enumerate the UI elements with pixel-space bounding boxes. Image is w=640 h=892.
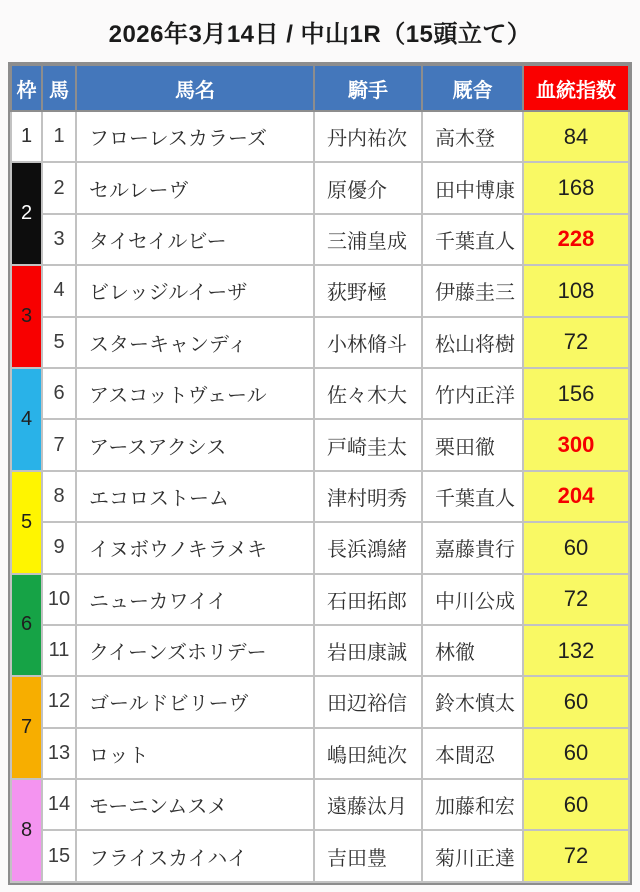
blood-index-cell (523, 676, 629, 727)
horse-row (11, 111, 629, 162)
stable-cell: 栗田徹 (422, 419, 523, 470)
blood-index-cell (523, 728, 629, 779)
col-header-jockey: 騎手 (314, 65, 422, 111)
horse-number-cell: 12 (42, 676, 76, 727)
horse-name-cell: クイーンズホリデー (76, 625, 314, 676)
frame-number-cell: 2 (11, 162, 42, 265)
horse-name-cell: フライスカイハイ (76, 830, 314, 882)
stable-cell: 本間忍 (422, 728, 523, 779)
horse-row (11, 317, 629, 368)
horse-name-cell: ビレッジルイーザ (76, 265, 314, 316)
stable-cell: 林徹 (422, 625, 523, 676)
stable-cell: 菊川正達 (422, 830, 523, 882)
blood-index-cell (523, 368, 629, 419)
horse-number-cell: 4 (42, 265, 76, 316)
blood-index-value: 300 (557, 432, 595, 458)
col-header-name: 馬名 (76, 65, 314, 111)
horse-row (11, 214, 629, 265)
horse-row (11, 162, 629, 213)
blood-index-cell (523, 162, 629, 213)
jockey-cell: 三浦皇成 (314, 214, 422, 265)
stable-cell: 加藤和宏 (422, 779, 523, 830)
horse-name-cell: エコロストーム (76, 471, 314, 522)
col-header-horse: 馬 (42, 65, 76, 111)
blood-index-value: 72 (563, 329, 589, 355)
jockey-cell: 佐々木大 (314, 368, 422, 419)
horse-number-cell: 1 (42, 111, 76, 162)
jockey-cell: 岩田康誠 (314, 625, 422, 676)
blood-index-cell (523, 625, 629, 676)
stable-cell: 千葉直人 (422, 471, 523, 522)
jockey-cell: 戸崎圭太 (314, 419, 422, 470)
stable-cell: 鈴木慎太 (422, 676, 523, 727)
jockey-cell: 田辺裕信 (314, 676, 422, 727)
horse-number-cell: 13 (42, 728, 76, 779)
horse-row (11, 471, 629, 522)
blood-index-value: 84 (563, 123, 589, 149)
horse-name-cell: タイセイルビー (76, 214, 314, 265)
horse-row (11, 419, 629, 470)
jockey-cell: 嶋田純次 (314, 728, 422, 779)
horse-number-cell: 8 (42, 471, 76, 522)
blood-index-value: 156 (557, 380, 595, 406)
blood-index-value: 168 (557, 175, 595, 201)
horse-name-cell: イヌボウノキラメキ (76, 522, 314, 573)
horse-row (11, 830, 629, 882)
frame-number-cell: 6 (11, 574, 42, 677)
blood-index-value: 204 (557, 483, 595, 509)
stable-cell: 竹内正洋 (422, 368, 523, 419)
blood-index-cell (523, 111, 629, 162)
col-header-frame: 枠 (11, 65, 42, 111)
jockey-cell: 原優介 (314, 162, 422, 213)
jockey-cell: 長浜鴻緒 (314, 522, 422, 573)
horse-row (11, 265, 629, 316)
blood-index-cell (523, 419, 629, 470)
horse-row (11, 728, 629, 779)
jockey-cell: 丹内祐次 (314, 111, 422, 162)
horse-row (11, 522, 629, 573)
jockey-cell: 遠藤汰月 (314, 779, 422, 830)
jockey-cell: 吉田豊 (314, 830, 422, 882)
frame-number-cell: 7 (11, 676, 42, 779)
horse-name-cell: モーニンムスメ (76, 779, 314, 830)
frame-number-cell: 8 (11, 779, 42, 882)
horse-number-cell: 7 (42, 419, 76, 470)
frame-number-cell: 5 (11, 471, 42, 574)
horse-name-cell: ニューカワイイ (76, 574, 314, 625)
blood-index-cell (523, 779, 629, 830)
horse-name-cell: フローレスカラーズ (76, 111, 314, 162)
horse-number-cell: 15 (42, 830, 76, 882)
race-title: 2026年3月14日 / 中山1R（15頭立て） (108, 20, 532, 48)
blood-index-cell (523, 265, 629, 316)
horse-number-cell: 6 (42, 368, 76, 419)
race-entry-table-frame (8, 62, 632, 885)
blood-index-value: 60 (563, 688, 589, 714)
horse-name-cell: ロット (76, 728, 314, 779)
horse-row (11, 779, 629, 830)
jockey-cell: 石田拓郎 (314, 574, 422, 625)
stable-cell: 松山将樹 (422, 317, 523, 368)
blood-index-value: 108 (557, 277, 595, 303)
blood-index-value: 228 (557, 226, 595, 252)
blood-index-value: 132 (557, 637, 595, 663)
horse-number-cell: 5 (42, 317, 76, 368)
horse-name-cell: アスコットヴェール (76, 368, 314, 419)
stable-cell: 高木登 (422, 111, 523, 162)
blood-index-cell (523, 214, 629, 265)
horse-row (11, 625, 629, 676)
stable-cell: 田中博康 (422, 162, 523, 213)
blood-index-value: 72 (563, 586, 589, 612)
col-header-stable: 厩舎 (422, 65, 523, 111)
blood-index-cell (523, 471, 629, 522)
frame-number-cell: 4 (11, 368, 42, 471)
jockey-cell: 荻野極 (314, 265, 422, 316)
horse-number-cell: 2 (42, 162, 76, 213)
blood-index-value: 60 (563, 534, 589, 560)
blood-index-cell (523, 830, 629, 882)
horse-number-cell: 3 (42, 214, 76, 265)
race-entry-table (10, 64, 630, 883)
stable-cell: 千葉直人 (422, 214, 523, 265)
horse-row (11, 368, 629, 419)
blood-index-cell (523, 522, 629, 573)
horse-number-cell: 14 (42, 779, 76, 830)
horse-name-cell: スターキャンディ (76, 317, 314, 368)
stable-cell: 中川公成 (422, 574, 523, 625)
horse-name-cell: セルレーヴ (76, 162, 314, 213)
col-header-blood-index: 血統指数 (523, 65, 629, 111)
frame-number-cell: 1 (11, 111, 42, 162)
jockey-cell: 小林脩斗 (314, 317, 422, 368)
blood-index-cell (523, 574, 629, 625)
header-row (11, 65, 629, 111)
stable-cell: 伊藤圭三 (422, 265, 523, 316)
horse-row (11, 574, 629, 625)
horse-name-cell: アースアクシス (76, 419, 314, 470)
horse-number-cell: 11 (42, 625, 76, 676)
jockey-cell: 津村明秀 (314, 471, 422, 522)
blood-index-cell (523, 317, 629, 368)
horse-row (11, 676, 629, 727)
blood-index-value: 72 (563, 843, 589, 869)
stable-cell: 嘉藤貴行 (422, 522, 523, 573)
horse-name-cell: ゴールドビリーヴ (76, 676, 314, 727)
horse-number-cell: 9 (42, 522, 76, 573)
blood-index-value: 60 (563, 791, 589, 817)
frame-number-cell: 3 (11, 265, 42, 368)
horse-number-cell: 10 (42, 574, 76, 625)
blood-index-value: 60 (563, 740, 589, 766)
